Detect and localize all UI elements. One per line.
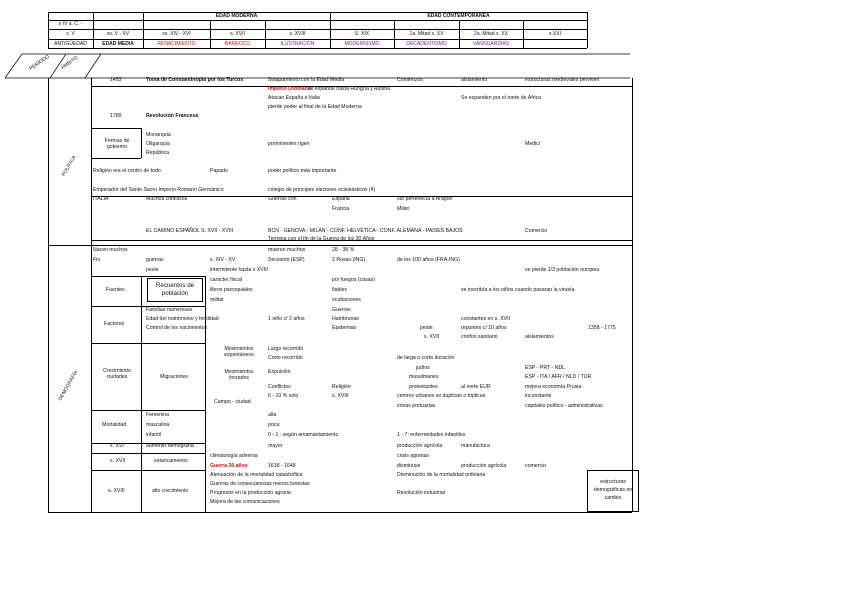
- years-1618-1648: 1618 - 1648: [268, 463, 296, 469]
- guerras-con: Guerras con: [268, 196, 297, 202]
- militar: militar: [210, 297, 224, 303]
- peste-f: peste: [420, 325, 433, 331]
- era-edad-media: EDAD MEDIA: [102, 41, 134, 47]
- formas-gobierno-label: Formas de gobierno: [104, 138, 130, 151]
- disminuye: disminuye: [397, 463, 421, 469]
- politica-label: POLÍTICA: [60, 154, 78, 178]
- comienzos: Comienzos: [397, 77, 423, 83]
- intermitente: intermitente hasta s XVIII: [210, 267, 268, 273]
- nacen-muchos: Nacen muchos: [93, 247, 128, 253]
- inconstante: inconstante: [525, 393, 552, 399]
- largo-recorrido: Largo recorrido: [268, 346, 304, 352]
- termina: Termina con el fin de la Guerra de los 30 Años: [268, 236, 375, 242]
- period-row2-3: s. XVII: [230, 31, 245, 37]
- alta: alta: [268, 412, 277, 418]
- caracter-fiscal: carácter fiscal: [210, 277, 242, 283]
- recuentos-poblacion: Recuentos de población: [155, 282, 195, 297]
- imperio-otomano: Imperio Otomano: [268, 86, 311, 92]
- prominentes: prominentes rigen: [268, 141, 310, 147]
- comercio: Comercio: [525, 228, 548, 234]
- aragon: sur pertenecía a Aragón: [397, 196, 453, 202]
- esp-ita: ESP - ITA / AFR / NLD / TUR: [525, 374, 592, 380]
- toma-constantinopla: Toma de Constantinopla por los Turcos: [146, 77, 244, 83]
- mueren-muchos: mueren muchos: [268, 247, 306, 253]
- edad-contemporanea-header: EDAD CONTEMPORÁNEA: [427, 13, 490, 19]
- mortalidad-label: Mortalidad: [102, 422, 127, 428]
- italia: ITALIA: [93, 196, 109, 202]
- years-1358-1775: 1358 - 1775: [588, 325, 616, 331]
- period-row2-8: s.XXI: [549, 31, 561, 37]
- norte-africa: Se expanden por el norte de África: [461, 95, 542, 101]
- produccion-agricola-1: producción agrícola: [397, 443, 443, 449]
- fiables: fiables: [332, 287, 347, 293]
- crisis-agrarias: crisis agrarias: [397, 453, 429, 459]
- norte-eur: al norte EUR: [461, 384, 491, 390]
- centros-urbanos: centros urbanos se duplican o triplican: [397, 393, 486, 399]
- colegio-principes: colegio de príncipes electores eclesiásticos (4): [268, 187, 376, 193]
- papado: Papado: [210, 168, 228, 174]
- zonas-portuarias: zonas portuarias: [397, 403, 436, 409]
- oligarquia: Oligarquía: [146, 141, 170, 147]
- infantil: infantil: [146, 432, 161, 438]
- milan: Milán: [397, 206, 410, 212]
- edad-matrimonio: Edad del matrimonio y fertilidad: [146, 316, 219, 322]
- demografia-label: DEMOGRAFÍA: [57, 369, 80, 402]
- espana: España: [332, 196, 350, 202]
- pierde-poblacion: se pierde 1/3 población europea: [525, 267, 600, 273]
- cien-anos: de los 100 años (FRA-ING): [397, 257, 460, 263]
- era-antiguedad: ANTIGÜEDAD: [54, 41, 87, 47]
- crecimiento-label: Crecimiento ciudades: [103, 368, 131, 381]
- pct-6-10: 6 - 10 % solo: [268, 393, 299, 399]
- year-1789: 1789: [110, 113, 122, 119]
- poder-politico: poder político más importante: [268, 168, 337, 174]
- period-row1-0: s IV a. C. -: [58, 21, 83, 27]
- capitales: capitales político - administrativas: [525, 403, 603, 409]
- aislamiento: aislamiento: [461, 77, 488, 83]
- esp-prt-ndl: ESP - PRT - NDL: [525, 365, 566, 371]
- edad-moderna-header: EDAD MODERNA: [215, 13, 258, 19]
- xiv-xv: s. XIV - XV: [210, 257, 236, 263]
- constantes: constantes en s. XVII: [461, 316, 511, 322]
- period-row2-6: 1a. Mitad s. XX: [409, 31, 444, 37]
- peste: peste: [146, 267, 159, 273]
- masculina: masculina: [146, 422, 170, 428]
- periodo-ambito-header: [0, 48, 848, 83]
- migraciones: Migraciones: [160, 374, 188, 380]
- fuentes-label: Fuentes: [106, 287, 125, 293]
- xvi-label: s. XVI: [110, 443, 124, 449]
- guerra-30-anos: Guerra 30 años: [210, 463, 248, 469]
- larga-corta: de larga o corta duración: [397, 355, 455, 361]
- period-row2-1: ss. V - XV: [106, 31, 130, 37]
- monarquia: Monarquía: [146, 132, 171, 138]
- francia: Francia: [332, 206, 350, 212]
- disminucion-mortalidad: Disminución de la mortalidad ordinaria: [397, 472, 486, 478]
- amamantamiento: 0 - 1 : según amamantamiento: [268, 432, 339, 438]
- enfermedades-infantiles: 1 - 7: enfermedades infantiles: [397, 432, 466, 438]
- ocultaciones: ocultaciones: [332, 297, 361, 303]
- revolucion-industrial: Revolución industrial: [397, 490, 445, 496]
- campo-ciudad: Campo - ciudad: [214, 399, 251, 405]
- mov-espontaneos: Movimientos espontáneos: [224, 346, 254, 359]
- periodo-label: PERÍODO: [28, 53, 51, 73]
- era-ilustracion: ILUSTRACIÓN: [280, 41, 315, 47]
- mov-forzados: Movimientos forzados: [224, 369, 254, 382]
- xviii-c: s. XVIII: [332, 393, 349, 399]
- por-fuegos: por fuegos (casas): [332, 277, 375, 283]
- protestantes: protestantes: [409, 384, 438, 390]
- epidemias: Epidemias: [332, 325, 357, 331]
- atacan: Atacan España e Italia: [268, 95, 320, 101]
- judios: judíos: [416, 365, 430, 371]
- progresos-agraria: Progresos en la producción agraria: [210, 490, 291, 496]
- bcn-genova: BCN - GENOVA - MILAN - CONF. HELVÉTICA - CONF. ALEMANA - PAISES BAJOS: [268, 228, 463, 234]
- femenina: Femenina: [146, 412, 170, 418]
- emperador: Emperador del Santo Sacro Imperio Romano Germánico: [93, 187, 224, 193]
- control-nacimientos: Control de los nacimientos: [146, 325, 208, 331]
- guerras-consecuencias: Guerras de consecuencias menos funestas: [210, 481, 310, 487]
- produccion-agricola-2: producción agrícola: [461, 463, 507, 469]
- estructuras-medievales: estructuras medievales perviven: [525, 77, 600, 83]
- pierde-poder: pierde poder al final de la Edad Moderna: [268, 104, 362, 110]
- libros-parroquiales: libros parroquiales: [210, 287, 253, 293]
- conflictos: Conflictos: [268, 384, 291, 390]
- era-barroco: BARROCO: [224, 41, 251, 47]
- muchos-conflictos: Muchos conflictos: [146, 196, 188, 202]
- xvii-f: s. XVII: [424, 334, 440, 340]
- inscribia: se inscribía a los niños cuando pasaran la viruela: [461, 287, 575, 293]
- ambito-label: ÁMBITO: [60, 55, 80, 71]
- familias-numerosas: Familias numerosas: [146, 307, 193, 313]
- dos-rosas: 2 Rosas (ING): [332, 257, 366, 263]
- republica: República: [146, 150, 170, 156]
- aumento-demografia: aumento demografía: [146, 443, 194, 449]
- manufactura: manufactura: [461, 443, 490, 449]
- period-row2-7: 2a. Mitad s. XX: [474, 31, 508, 37]
- medici: Medici: [525, 141, 540, 147]
- solapamiento: Solapamiento con la Edad Media: [268, 77, 345, 83]
- factores-label: Factores: [104, 321, 125, 327]
- repuntes: repuntes c/ 10 años: [461, 325, 507, 331]
- religion-centro: Religión era el centro de todo: [93, 168, 161, 174]
- period-row2-4: s. XVIII: [289, 31, 306, 37]
- period-row2-5: S. XIX: [354, 31, 370, 37]
- camino-espanol: EL CAMINO ESPAÑOL S. XVII - XVIII: [146, 228, 234, 234]
- religion-c: Religión: [332, 384, 351, 390]
- pct-28-38: 28 - 38 %: [332, 247, 355, 253]
- revolucion-francesa: Revolución Francesa: [146, 113, 199, 119]
- period-row2-2: ss. XIV - XVI: [162, 31, 191, 37]
- guerras-f: Guerras: [332, 307, 351, 313]
- bottom-line: [48, 512, 632, 513]
- se-expande: se expande hasta Hungría y Austria: [308, 86, 391, 92]
- atenuacion: Atenuación de la mortalidad catastrófica: [210, 472, 303, 478]
- xviii-label: s. XVIII: [108, 488, 125, 494]
- corto-recorrido: Corto recorrido: [268, 355, 303, 361]
- mejora-comunicaciones: Mejora de las comunicaciones: [210, 499, 280, 505]
- era-modernismo: MODERNISMO: [344, 41, 380, 47]
- hambrunas: Hambrunas: [332, 316, 359, 322]
- guerras: guerras: [146, 257, 164, 263]
- climatologia: climatología adversa: [210, 453, 258, 459]
- expulsion: Expulsión: [268, 369, 291, 375]
- mejora-prusia: mejora economía Prusia: [525, 384, 582, 390]
- fin: Fin: [93, 257, 101, 263]
- secesion: Secesion (ESP): [268, 257, 305, 263]
- year-1453: 1453: [110, 77, 122, 83]
- nino-2-anos: 1 niño c/ 2 años: [268, 316, 305, 322]
- period-row2-0: s. V: [66, 31, 75, 37]
- comercio-2: comercio: [525, 463, 547, 469]
- era-decadentismo: DECADENTISMO: [406, 41, 447, 47]
- confon-sanitario: confon sanitario: [461, 334, 498, 340]
- estructuras-demograficas: estructuras demográficas en cambio: [593, 479, 633, 501]
- era-vanguardias: VANGUARDIAS: [472, 41, 510, 47]
- estancamiento: estancamiento: [154, 458, 188, 464]
- xvii-label: s. XVII: [110, 458, 126, 464]
- era-renacimiento: RENACIMIENTO: [157, 41, 196, 47]
- alto-crecimiento: alto crecimiento: [152, 488, 189, 494]
- mayor: mayor: [268, 443, 283, 449]
- poca: poca: [268, 422, 280, 428]
- aislamientos: aislamientos: [525, 334, 554, 340]
- musulmanes: musulmanes: [409, 374, 439, 380]
